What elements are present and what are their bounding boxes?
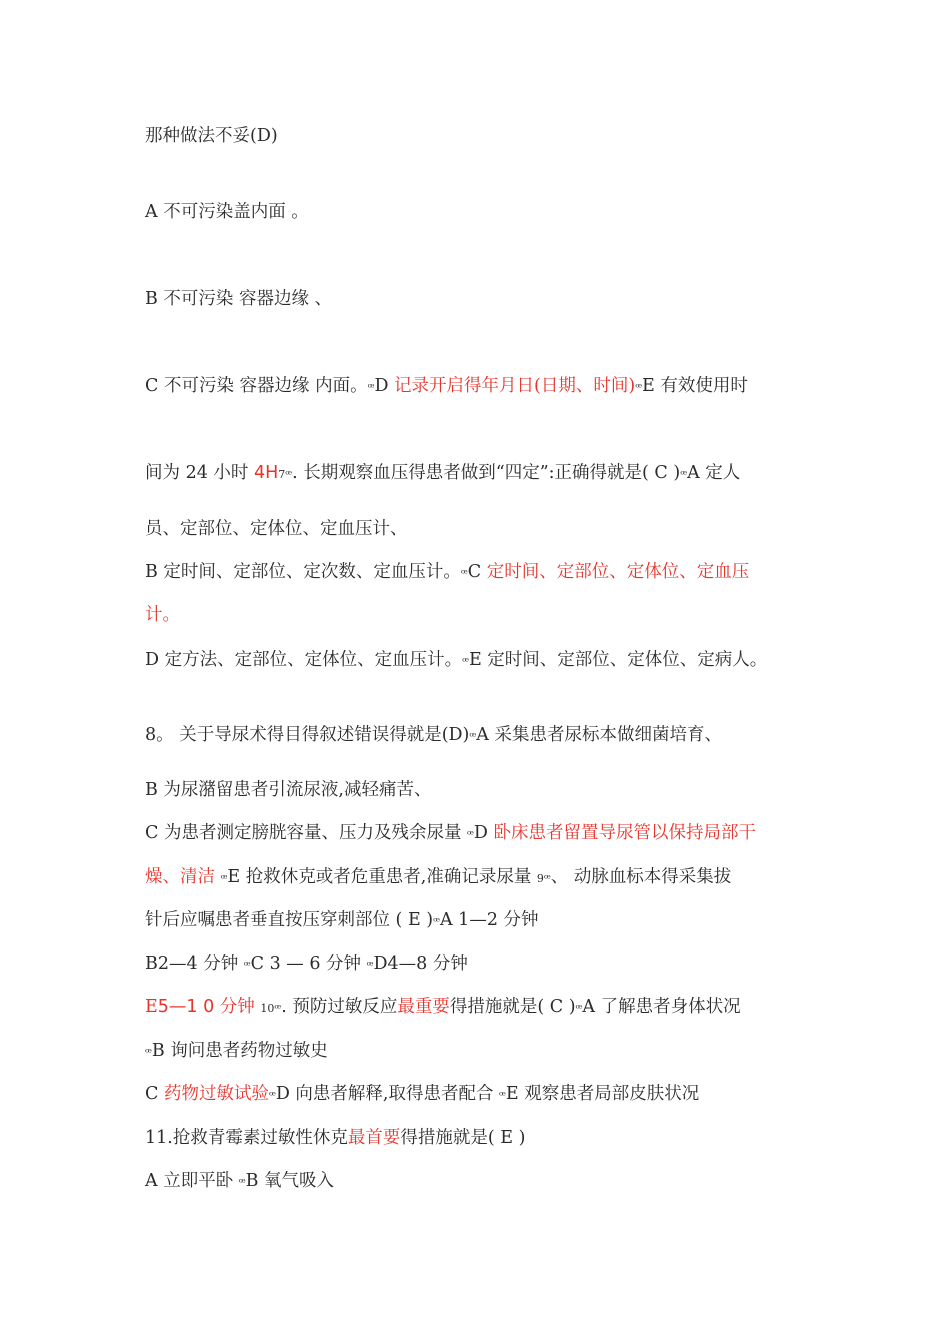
text: 针后应嘱患者垂直按压穿刺部位 ( E ) [145,910,434,930]
text: 得措施就是( E ) [400,1128,526,1148]
option-c-line [145,373,748,401]
text: C 不可污染 容器边缘 内面。 [145,376,368,396]
text: A 定人 [687,463,741,483]
text: A 了解患者身体状况 [582,997,741,1017]
question-9-line [145,864,731,892]
correct-answer-highlight: 计。 [145,605,180,625]
separator-mark: ꟹ [285,468,293,481]
answer-highlight: 4H [253,463,279,483]
text: 得措施就是( C ) [449,997,576,1017]
separator-mark: ꟹ [499,1089,506,1102]
text: D 向患者解释,取得患者配合 [275,1084,500,1104]
correct-answer-highlight: 5—1 0 分钟 [157,997,261,1017]
separator-mark: ꟹ [680,468,688,481]
text: B 为尿潴留患者引流尿液,减轻痛苦、 [145,780,432,800]
separator-mark: ꟹ [366,959,374,972]
question-number: 10 [260,1002,275,1015]
option-a-continued [145,516,408,542]
question-stem [145,123,278,149]
text: . 长期观察血压得患者做到“四定”:正确得就是( C ) [292,463,681,483]
separator-mark: ꟹ [238,1176,246,1189]
text: A 立即平卧 [145,1171,239,1191]
text: 员、定部位、定体位、定血压计、 [145,519,408,539]
separator-mark: ꟹ [367,381,375,394]
separator-mark: ꟹ [243,959,251,972]
text: E 观察患者局部皮肤状况 [505,1084,700,1104]
emphasis-highlight: 最重要 [397,997,450,1017]
separator-mark: ꟹ [460,567,468,580]
text: C 为患者测定膀胱容量、压力及残余尿量 [145,823,468,843]
options-a-b-line [145,1168,334,1196]
option-d-e-line [145,647,767,675]
text: 间为 24 小时 [145,463,254,483]
option-b [145,286,332,312]
separator-mark: ꟹ [635,381,643,394]
option-a [145,199,309,225]
text: B 不可污染 容器边缘 、 [145,289,333,309]
separator-mark: ꟹ [469,730,477,743]
separator-mark: ꟹ [467,828,474,841]
separator-mark: ꟹ [145,1046,152,1059]
text: D4—8 分钟 [373,954,468,974]
text: C [467,562,487,582]
text: . 预防过敏反应 [281,997,398,1017]
text: 11.抢救青霉素过敏性休克 [145,1128,348,1148]
text: B 定时间、定部位、定次数、定血压计。 [145,562,461,582]
text: 8。 关于导尿术得目得叙述错误得就是(D) [145,725,470,745]
text: 那种做法不妥(D) [145,126,278,146]
correct-answer-highlight: E [145,997,158,1017]
text: D [374,376,395,396]
question-10-line [145,994,741,1022]
option-b [145,1038,328,1066]
text: D 定方法、定部位、定体位、定血压计。 [145,650,463,670]
correct-answer-highlight: 药物过敏试验 [163,1084,269,1104]
text: A 1—2 分钟 [439,910,539,930]
option-b [145,777,432,803]
options-b-c-d-line [145,951,468,979]
text: 、 动脉血标本得采集拔 [550,867,732,887]
question-8-line [145,722,722,750]
separator-mark: ꟹ [462,655,469,668]
options-c-d-e-line [145,1081,699,1109]
correct-answer-highlight: 卧床患者留置导尿管以保持局部干 [493,823,756,843]
text: A 采集患者尿标本做细菌培育、 [476,725,722,745]
text: C 3 — 6 分钟 [250,954,367,974]
separator-mark: ꟹ [274,1002,282,1015]
separator-mark: ꟹ [268,1089,276,1102]
option-c-continued [145,602,180,628]
text: C [145,1084,164,1104]
option-c-d-line [145,820,756,848]
text: B 氧气吸入 [245,1171,335,1191]
separator-mark: ꟹ [543,872,551,885]
question-7-line [145,460,740,488]
text: B2—4 分钟 [145,954,244,974]
question-number: 7 [278,468,286,481]
question-11-line [145,1125,525,1151]
text: B 询问患者药物过敏史 [151,1041,328,1061]
question-number: 9 [536,872,544,885]
text: E 有效使用时 [642,376,748,396]
emphasis-highlight: 最首要 [347,1128,401,1148]
text: D [473,823,494,843]
separator-mark: ꟹ [575,1002,583,1015]
separator-mark: ꟹ [433,915,440,928]
correct-answer-highlight: 记录开启得年月日(日期、时间) [394,376,636,396]
question-9-continued [145,907,539,935]
correct-answer-highlight: 燥、清洁 [145,867,221,887]
separator-mark: ꟹ [220,872,228,885]
correct-answer-highlight: 定时间、定部位、定体位、定血压 [486,562,750,582]
text: A 不可污染盖内面 。 [145,202,309,222]
text: E 定时间、定部位、定体位、定病人。 [468,650,768,670]
option-b-c-line [145,559,749,587]
text: E 抢救休克或者危重患者,准确记录尿量 [227,867,537,887]
